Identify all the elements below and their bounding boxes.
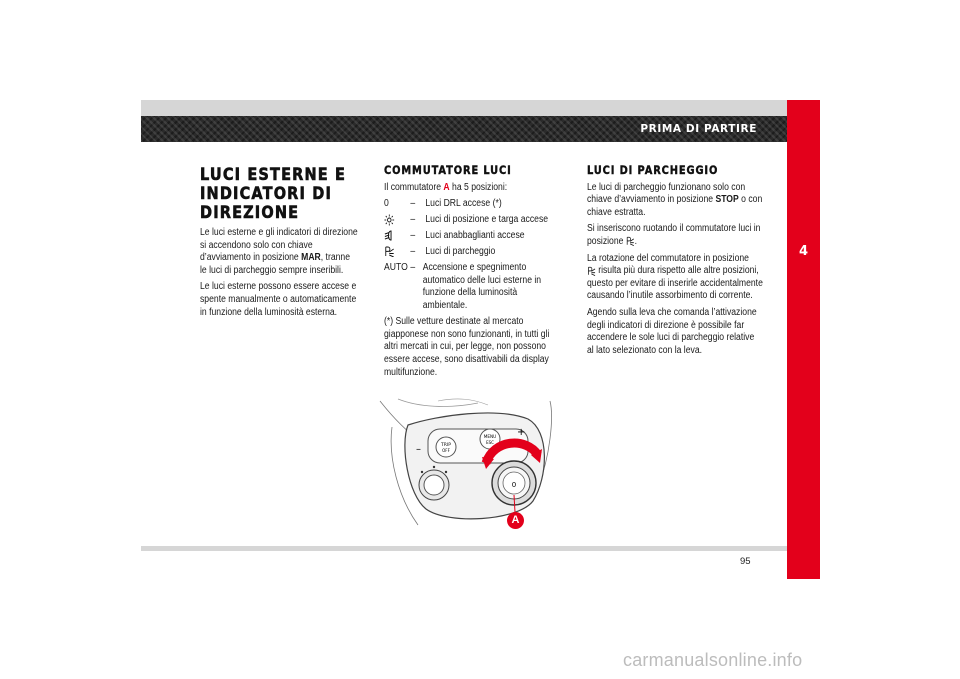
position-row-lowbeam: – Luci anabbaglianti accese: [384, 230, 551, 246]
left-paragraph-2: Le luci esterne possono essere accese e spente manualmente o automaticamente in funzione della luminosità esterna.: [200, 281, 357, 318]
right-paragraph-2: Si inseriscono ruotando il commutatore luci in posizione .: [587, 223, 761, 247]
light-switch-illustration: [378, 397, 556, 529]
section-title: PRIMA DI PARTIRE: [640, 123, 757, 135]
position-row-0: 0 – Luci DRL accese (*): [384, 198, 502, 210]
right-paragraph-1: Le luci di parcheggio funzionano solo con chiave d’avviamento in posizione STOP o con chiave estratta.: [587, 181, 763, 218]
header-top-band: [141, 100, 787, 116]
menu-button-label: MENU: [483, 434, 497, 439]
position-row-auto: AUTO – Accensione e spegnimento automatico delle luci esterne in funzione della luminosità ambientale.: [384, 262, 542, 311]
parking-heading: LUCI DI PARCHEGGIO: [587, 164, 719, 177]
chapter-tab: [787, 100, 820, 579]
middle-column: [384, 165, 551, 383]
right-column: [587, 165, 763, 361]
menu-button-sublabel: ESC: [486, 440, 494, 445]
low-beam-icon: [384, 230, 407, 243]
position-row-parking: – Luci di parcheggio: [384, 246, 551, 262]
parking-lights-icon: [626, 236, 635, 246]
callout-a: A: [507, 512, 524, 529]
switch-heading: COMMUTATORE LUCI: [384, 164, 512, 177]
header-carbon-band: [141, 116, 787, 142]
footnote: (*) Sulle vetture destinate al mercato giapponese non sono funzionanti, in tutti gli altri mercati in cui, per legge, non possono essere accese, sono disattivabili da display multifunzione.: [384, 316, 550, 378]
switch-intro: Il commutatore A ha 5 posizioni:: [384, 181, 508, 193]
page-title: LUCI ESTERNE E INDICATORI DI DIREZIONE: [200, 165, 347, 222]
trip-button-sublabel: OFF: [442, 448, 450, 453]
parking-lights-icon: [587, 266, 596, 276]
left-column: [200, 165, 358, 323]
right-paragraph-3: La rotazione del commutatore in posizione risulta più dura rispetto alle altre posizioni, questo per evitare di inserirle accidentalmente causando l’inutile assorbimento di corrente.: [587, 252, 763, 302]
trip-button-label: TRIP: [441, 443, 451, 448]
page-number: 95: [740, 556, 751, 567]
chapter-number: 4: [798, 244, 809, 259]
watermark: carmanualsonline.info: [623, 650, 803, 670]
position-row-sidelights: – Luci di posizione e targa accese: [384, 214, 551, 230]
left-paragraph-1: Le luci esterne e gli indicatori di direzione si accendono solo con chiave d’avviamento in posizione MAR, tranne le luci di parcheggio sempre inseribili.: [200, 227, 358, 276]
footer-band: [141, 546, 787, 551]
position-lights-icon: [384, 214, 407, 227]
plus-key: +: [517, 427, 526, 438]
right-paragraph-4: Agendo sulla leva che comanda l’attivazione degli indicatori di direzione è possibile far accendere le sole luci di parcheggio relative al lato selezionato con la leva.: [587, 306, 757, 356]
switch-knob-label: 0: [511, 481, 517, 489]
minus-key: –: [416, 444, 421, 455]
parking-lights-icon: [384, 246, 407, 259]
